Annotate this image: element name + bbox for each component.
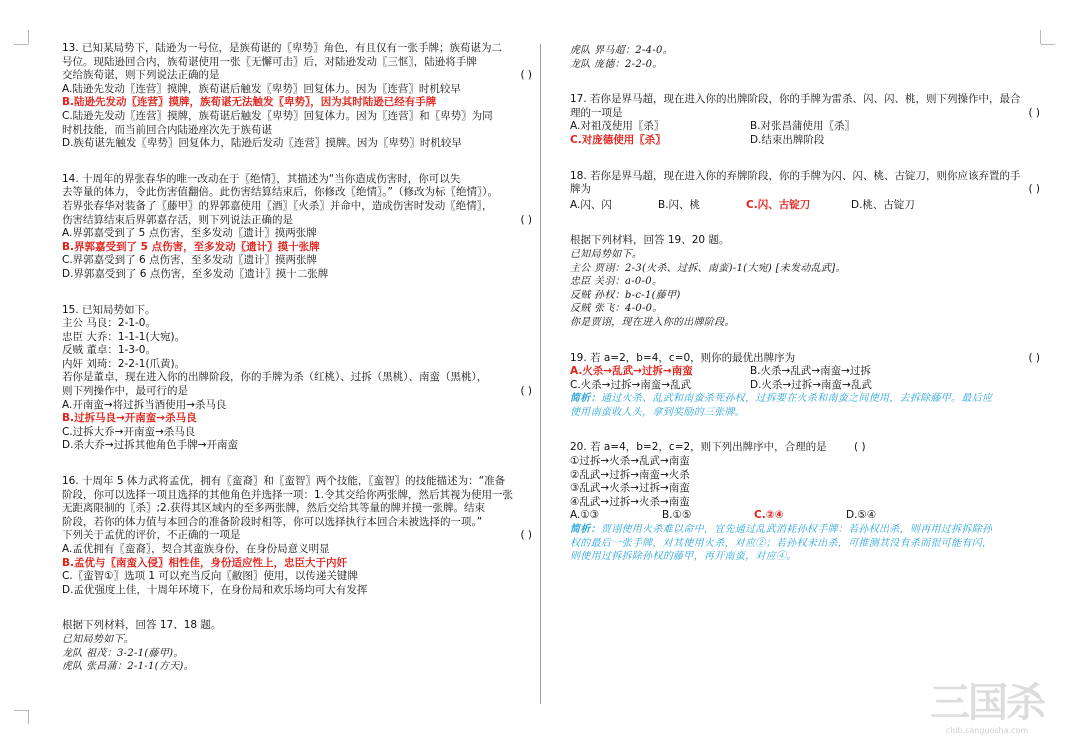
- analysis-text: 使用南蛮收人头，拿到奖励的三张牌。: [570, 406, 746, 418]
- option-a: A.开南蛮→将过拆当酒使用→杀马良: [62, 398, 227, 411]
- material-intro: 根据下列材料，回答 19、20 题。: [570, 234, 730, 247]
- answer-bracket: ( ): [520, 385, 532, 398]
- crop-mark: [1041, 44, 1055, 45]
- sequence-item: ③乱武→火杀→过拆→南蛮: [570, 482, 690, 495]
- crop-mark: [28, 30, 29, 44]
- material-line: 主公 贾诩：2-3(火杀、过拆、南蛮)-1(大宛) [未发动乱武]。: [570, 262, 846, 274]
- watermark-url: club.sanguosha.com: [945, 726, 1029, 735]
- material-line: 虎队 张昌蒲：2-1-1(方天)。: [62, 661, 194, 673]
- crop-mark: [14, 710, 28, 711]
- option-c-answer: C.对庞德使用〖杀〗: [570, 133, 666, 146]
- question-text: 无距离限制的〖杀〗;2.获得其区域内的至多两张牌，然后交给其等量的牌并摸一张牌。结束: [62, 502, 486, 515]
- material-line: 龙队 庞德：2-2-0。: [570, 58, 663, 70]
- question-text: [62, 214, 532, 228]
- watermark-logo: 三国杀: [930, 679, 1044, 726]
- material-intro: 根据下列材料，回答 17、18 题。: [62, 619, 222, 632]
- option-a: A.陆逊先发动〖连营〗摸牌，族荀谌后触发〖卑势〗回复体力。因为〖连营〗时机较早: [62, 82, 461, 95]
- question-text: [570, 441, 1040, 455]
- question-stem: 牌为: [570, 183, 591, 196]
- option-c: C.〖蛮智①〗选项 1 可以充当反向〖敝图〗使用，以传递关键牌: [62, 570, 358, 583]
- question-text: 13. 已知某局势下，陆逊为一号位，是族荀谌的〖卑势〗角色，有且仅有一张手牌；族荀谌为二: [62, 42, 503, 54]
- analysis-text: 贾诩使用火杀难以命中，宜先通过乱武消耗孙权手牌：若孙权出杀，则再用过拆拆除孙: [600, 524, 993, 536]
- question-text: 阶段，若你的体力值与本回合的准备阶段时相等，你可以选择执行本回合未被选择的一项。”: [62, 515, 483, 528]
- sequence-item: ②乱武→过拆→南蛮→火杀: [570, 468, 690, 481]
- material-line: 反贼 张飞：4-0-0。: [570, 303, 663, 315]
- question-text: [570, 107, 1040, 121]
- material-17-18: [62, 619, 532, 673]
- option-a: A.界郭嘉受到了 5 点伤害，至多发动〖遗计〗摸两张牌: [62, 227, 317, 240]
- option-d: D.火杀→过拆→南蛮→乱武: [750, 378, 872, 391]
- option-d: D.结束出牌阶段: [750, 133, 825, 146]
- question-14: [62, 173, 532, 282]
- material-19-20: [570, 234, 1040, 329]
- question-text: 14. 十周年的界张春华的唯一改动在于〖绝情〗，其描述为“当你造成伤害时，你可以失: [62, 172, 461, 185]
- option-a: A.①③: [570, 509, 600, 522]
- analysis: [570, 523, 1040, 537]
- option-a: A.对祖茂使用〖杀〗: [570, 120, 665, 133]
- crop-mark: [1040, 30, 1041, 44]
- answer-bracket: ( ): [520, 213, 532, 226]
- option-b-answer: B.孟优与〖南蛮入侵〗相性佳，身份适应性上，忠臣大于内奸: [62, 556, 347, 569]
- option-a: A.孟优拥有〖蛮裔〗，契合其蛮族身份，在身份局意义明显: [62, 543, 330, 555]
- question-stem: 伤害结算结束后界郭嘉存活，则下列说法正确的是: [62, 213, 293, 226]
- analysis-label: 简析：: [570, 524, 601, 536]
- question-text: [62, 529, 532, 543]
- option-row: [570, 379, 1040, 393]
- question-20: [570, 441, 1040, 563]
- crop-mark: [28, 710, 29, 724]
- right-column: [570, 44, 1040, 564]
- question-text: 号位。现陆逊回合内，族荀谌使用一张〖无懈可击〗后，对陆逊发动〖三恇〗，陆逊将手牌: [62, 55, 477, 68]
- sequence-item: ①过拆→火杀→乱武→南蛮: [570, 455, 690, 468]
- question-18: [570, 170, 1040, 213]
- column-divider: [540, 44, 541, 704]
- sequence-item: ④乱武→过拆→火杀→南蛮: [570, 495, 690, 508]
- answer-bracket: ( ): [520, 529, 532, 542]
- option-d: D.界郭嘉受到了 6 点伤害，至多发动〖遗计〗摸十二张牌: [62, 267, 329, 280]
- option-c: C.过拆大乔→开南蛮→杀马良: [62, 425, 196, 438]
- option-row: [570, 120, 1040, 134]
- option-b: B.火杀→乱武→南蛮→过拆: [750, 365, 871, 378]
- question-19: [570, 352, 1040, 420]
- question-stem: 理的一项是: [570, 106, 623, 119]
- situation-line: 反贼 董卓：1-3-0。: [62, 344, 156, 357]
- material-line: 虎队 界马超：2-4-0。: [570, 45, 673, 56]
- option-a: A.闪、闪: [570, 198, 612, 211]
- option-a-answer: A.火杀→乱武→过拆→南蛮: [570, 365, 693, 378]
- option-c-answer: C.②④: [754, 509, 784, 522]
- question-16: [62, 475, 532, 597]
- option-d: D.族荀谌先触发〖卑势〗回复体力，陆逊后发动〖连营〗摸牌。因为〖卑势〗时机较早: [62, 137, 462, 150]
- question-stem: 则下列操作中，最可行的是: [62, 385, 188, 398]
- situation-line: 忠臣 大乔：1-1-1(大宛)。: [62, 330, 186, 343]
- question-text: 若界张春华对装备了〖藤甲〗的界郭嘉使用〖酒〗〖火杀〗并命中，造成伤害时发动〖绝情〗，: [62, 199, 493, 212]
- option-c: C.界郭嘉受到了 6 点伤害，至多发动〖遗计〗摸两张牌: [62, 254, 318, 267]
- question-text: [62, 385, 532, 399]
- question-text: 15. 已知局势如下。: [62, 303, 156, 316]
- question-stem: 19. 若 a=2，b=4，c=0，则你的最优出牌序为: [570, 351, 796, 364]
- option-b-answer: B.陆逊先发动〖连营〗摸牌，族荀谌无法触发〖卑势〗，因为其时陆逊已经有手牌: [62, 96, 437, 109]
- option-d: D.孟优强度上佳，十周年环境下，在身份局和欢乐场均可大有发挥: [62, 583, 368, 596]
- question-text: [62, 69, 532, 83]
- option-d: D.桃、古锭刀: [851, 198, 915, 211]
- option-c-cont: 时机技能，而当前回合内陆逊座次先于族荀谌: [62, 123, 272, 136]
- analysis-text: 则使用过拆拆除孙权的藤甲，再开南蛮，对应④。: [570, 551, 797, 563]
- crop-mark: [14, 44, 28, 45]
- material-line: 反贼 孙权：b-c-1(藤甲): [570, 289, 681, 301]
- option-c: C.火杀→过拆→南蛮→乱武: [570, 378, 692, 391]
- material-line: 已知局势如下。: [62, 633, 135, 645]
- situation-line: 主公 马良：2-1-0。: [62, 317, 156, 330]
- option-row: [570, 509, 1040, 523]
- option-c-answer: C.闪、古锭刀: [746, 198, 811, 211]
- option-c: C.陆逊先发动〖连营〗摸牌，族荀谌后触发〖卑势〗回复体力。因为〖连营〗和〖卑势〗为同: [62, 109, 493, 122]
- answer-bracket: ( ): [1028, 106, 1040, 119]
- option-row: [570, 134, 1040, 148]
- question-text: 若你是董卓，现在进入你的出牌阶段，你的手牌为杀（红桃）、过拆（黑桃）、南蛮（黑桃），: [62, 371, 488, 384]
- question-stem: 下列关于孟优的评价，不正确的一项是: [62, 529, 241, 542]
- answer-bracket: ( ): [520, 69, 532, 82]
- question-13: [62, 42, 532, 151]
- question-15: [62, 304, 532, 454]
- analysis-text: 权的最后一张手牌，对其使用火杀，对应②；若孙权未出杀，可推测其没有杀而很可能有闪，: [570, 537, 993, 549]
- question-text: 18. 若你是界马超，现在进入你的弃牌阶段，你的手牌为闪、闪、桃、古锭刀，则你应该弃置的手: [570, 169, 1021, 182]
- option-b: B.对张昌蒲使用〖杀〗: [750, 120, 856, 133]
- question-stem: 交给族荀谌，则下列说法正确的是: [62, 69, 220, 82]
- option-d: D.杀大乔→过拆其他角色手牌→开南蛮: [62, 439, 239, 452]
- analysis-label: 简析：: [570, 393, 601, 405]
- question-text: [570, 183, 1040, 197]
- material-line: 你是贾诩，现在进入你的出牌阶段。: [570, 316, 735, 328]
- left-column: [62, 42, 532, 674]
- option-b: B.①⑤: [662, 509, 692, 522]
- question-text: 阶段，你可以选择一项且选择的其他角色并选择一项：1.令其交给你两张牌，然后其视为使用一张: [62, 488, 514, 501]
- answer-bracket: ( ): [854, 441, 866, 454]
- answer-bracket: ( ): [1028, 351, 1040, 364]
- analysis: [570, 392, 1040, 406]
- option-row: [570, 199, 1040, 213]
- question-text: [570, 352, 1040, 366]
- question-text: 16. 十周年 5 体力武将孟优，拥有〖蛮裔〗和〖蛮智〗两个技能，〖蛮智〗的技能描述为：“准备: [62, 475, 506, 488]
- option-d: D.⑤④: [846, 509, 877, 522]
- site-watermark: [912, 680, 1062, 750]
- question-stem: 20. 若 a=4，b=2，c=2，则下列出牌序中，合理的是: [570, 441, 827, 454]
- material-line: 龙队 祖茂：3-2-1(藤甲)。: [62, 647, 184, 659]
- situation-line: 内奸 刘琦：2-2-1(爪黄)。: [62, 357, 186, 370]
- analysis-text: 通过火杀、乱武和南蛮杀死孙权，过拆要在火杀和南蛮之间使用，去拆除藤甲。最后应: [600, 393, 993, 405]
- option-b-answer: B.界郭嘉受到了 5 点伤害，至多发动〖遗计〗摸十张牌: [62, 240, 320, 253]
- option-b: B.闪、桃: [658, 198, 701, 211]
- answer-bracket: ( ): [1028, 183, 1040, 196]
- option-row: [570, 365, 1040, 379]
- question-17: [570, 93, 1040, 147]
- material-line: 已知局势如下。: [570, 248, 643, 260]
- option-b-answer: B.过拆马良→开南蛮→杀马良: [62, 412, 197, 425]
- question-text: 17. 若你是界马超，现在进入你的出牌阶段，你的手牌为雷杀、闪、闪、桃，则下列操作中，最合: [570, 93, 1021, 106]
- question-text: 去等量的体力，令此伤害值翻倍。此伤害结算结束后，你修改〖绝情〗。”（修改为标〖绝情〗）。: [62, 186, 498, 199]
- material-line: 忠臣 关羽：a-0-0。: [570, 276, 663, 288]
